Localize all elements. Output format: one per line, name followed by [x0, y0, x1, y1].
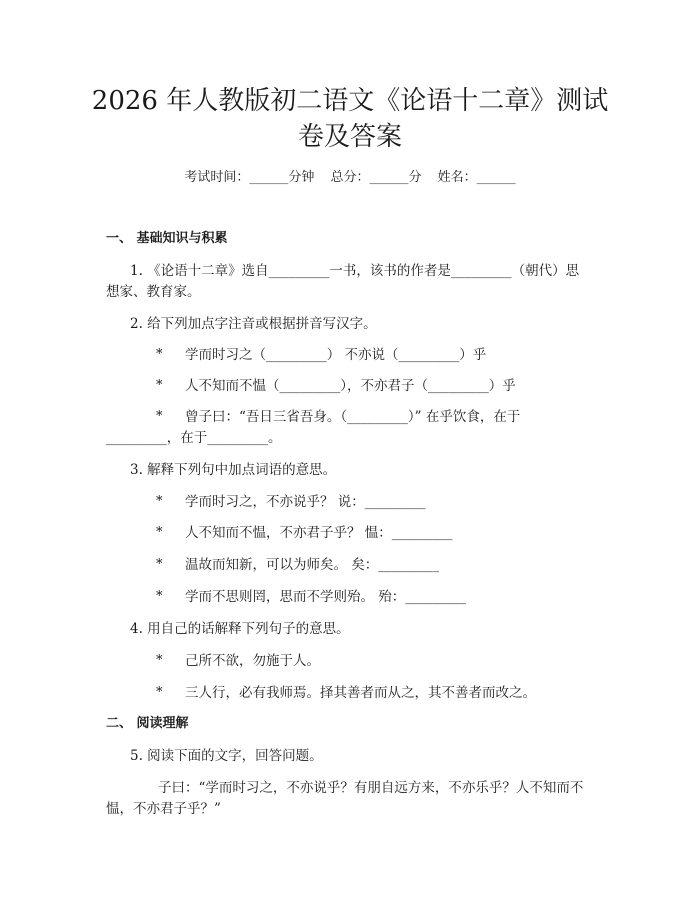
question-2: 2. 给下列加点字注音或根据拼音写汉字。	[130, 316, 377, 332]
question-1-line-2: 想家、教育家。	[106, 284, 201, 300]
document-title-line-1: 2026 年人教版初二语文《论语十二章》测试	[91, 86, 609, 116]
question-1-line-1: 1. 《论语十二章》选自_________一书，该书的作者是_________（朝代）思	[130, 263, 580, 279]
question-4-item-2: 三人行，必有我师焉。择其善者而从之，其不善者而改之。	[185, 685, 536, 701]
exam-meta	[0, 168, 700, 188]
question-2-item-2: 人不知而不愠（_________），不亦君子（_________）乎	[185, 378, 516, 394]
question-2-item-3-continued: _________，在于_________。	[106, 430, 282, 446]
bullet-icon: *	[156, 347, 163, 362]
bullet-icon: *	[156, 525, 163, 540]
question-3-item-4: 学而不思则罔，思而不学则殆。 殆：_________	[185, 589, 467, 605]
bullet-icon: *	[156, 409, 163, 424]
bullet-icon: *	[156, 494, 163, 509]
exam-total-score: 总分：______分	[330, 170, 422, 185]
bullet-icon: *	[156, 685, 163, 700]
question-2-item-3: 曾子曰：“吾日三省吾身。（_________）” 在乎饮食，在于	[185, 409, 521, 425]
passage-line-2: 愠，不亦君子乎？”	[106, 801, 221, 817]
bullet-icon: *	[156, 557, 163, 572]
question-5: 5. 阅读下面的文字，回答问题。	[130, 748, 323, 764]
question-3: 3. 解释下列句中加点词语的意思。	[130, 462, 337, 478]
question-4-item-1: 己所不欲，勿施于人。	[185, 653, 320, 669]
question-2-item-1: 学而时习之（_________） 不亦说（_________）乎	[185, 347, 487, 363]
passage-line-1: 子曰：“学而时习之，不亦说乎？有朋自远方来，不亦乐乎？人不知而不	[158, 780, 584, 796]
section-heading-2: 二、 阅读理解	[106, 716, 189, 731]
section-heading-1: 一、 基础知识与积累	[106, 231, 228, 246]
bullet-icon: *	[156, 589, 163, 604]
student-name-field: 姓名：______	[437, 170, 516, 185]
bullet-icon: *	[156, 378, 163, 393]
bullet-icon: *	[156, 653, 163, 668]
question-4: 4. 用自己的话解释下列句子的意思。	[130, 621, 350, 637]
document-title-line-2: 卷及答案	[297, 122, 402, 152]
exam-time: 考试时间：______分钟	[184, 170, 315, 185]
question-3-item-3: 温故而知新，可以为师矣。 矣：_________	[185, 557, 440, 573]
question-3-item-1: 学而时习之，不亦说乎？ 说：_________	[185, 494, 426, 510]
question-3-item-2: 人不知而不愠，不亦君子乎？ 愠：_________	[185, 525, 453, 541]
